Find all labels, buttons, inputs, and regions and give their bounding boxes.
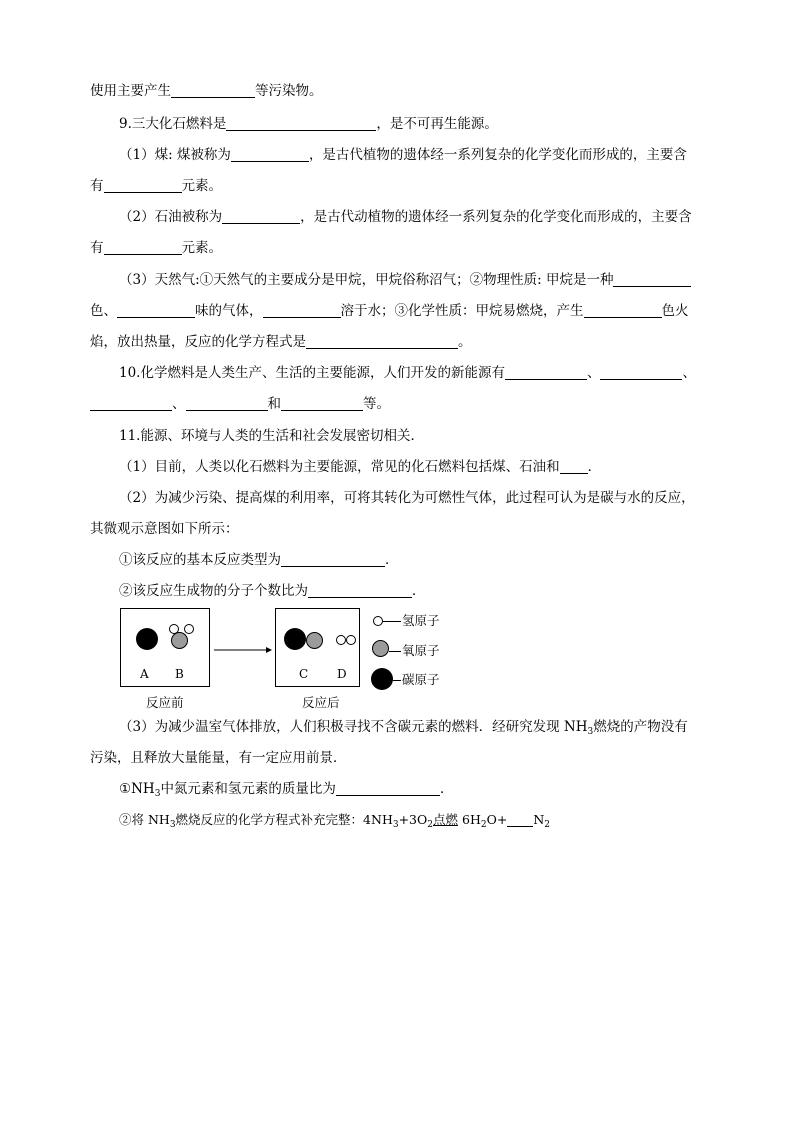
hydrogen-atom — [336, 635, 346, 645]
subscript: 3 — [392, 820, 399, 830]
text-line-9 — [90, 334, 472, 350]
text: ，是古代植物的遗体经一系列复杂的化学变化而形成的，主要含 — [308, 147, 687, 163]
label-a: A — [140, 667, 149, 681]
text-line-15 — [90, 521, 239, 537]
text: 9.三大化石燃料是 — [119, 116, 227, 132]
question-11-part-1 — [119, 459, 601, 475]
answer-blank[interactable] — [308, 583, 412, 598]
text: 使用主要产生 — [90, 83, 171, 99]
text: （1）煤: 煤被称为 — [119, 147, 231, 163]
legend-line — [393, 680, 401, 681]
answer-blank[interactable] — [226, 116, 376, 131]
text: ①该反应的基本反应类型为 — [119, 552, 281, 568]
answer-blank[interactable] — [104, 240, 182, 255]
answer-blank[interactable] — [505, 365, 587, 380]
text: 11.能源、环境与人类的生活和社会发展密切相关． — [119, 428, 424, 444]
legend-hydrogen-label: 氢原子 — [402, 613, 440, 628]
answer-blank[interactable] — [584, 303, 662, 318]
text: ． — [587, 459, 602, 475]
text: ． — [412, 583, 426, 599]
subscript: 2 — [480, 820, 487, 830]
answer-blank[interactable] — [231, 147, 309, 162]
text: ． — [385, 552, 399, 568]
text: 、 — [172, 396, 186, 412]
subscript: 2 — [544, 820, 550, 830]
text: 。 — [458, 334, 472, 350]
text: （3）天然气:①天然气的主要成分是甲烷，甲烷俗称沼气；②物理性质: 甲烷是一种 — [119, 272, 614, 288]
subscript: 3 — [154, 789, 161, 799]
text: N — [533, 812, 545, 827]
caption-before: 反应前 — [146, 695, 184, 710]
carbon-atom — [136, 628, 158, 650]
carbon-atom — [284, 628, 306, 650]
text: 溶于水；③化学性质：甲烷易燃烧，产生 — [340, 303, 584, 319]
text: 元素。 — [181, 240, 222, 256]
question-11-part-2-1 — [119, 552, 399, 568]
question-9-oil — [119, 209, 692, 225]
text: +3O — [398, 812, 428, 827]
text-line-4 — [90, 178, 222, 194]
text: 、 — [682, 365, 696, 381]
text: 味的气体， — [195, 303, 263, 319]
question-11-part-2 — [119, 490, 695, 506]
oxygen-atom — [306, 632, 323, 649]
subscript: 3 — [587, 727, 594, 737]
question-9-coal — [119, 147, 687, 163]
text: ①NH — [119, 781, 155, 797]
text: 焰，放出热量，反应的化学方程式是 — [90, 334, 306, 350]
legend-oxygen-label: 氧原子 — [402, 643, 440, 658]
answer-blank[interactable] — [281, 396, 363, 411]
answer-blank[interactable] — [507, 812, 533, 827]
subscript: 3 — [169, 820, 176, 830]
text: ，是不可再生能源。 — [376, 116, 498, 132]
legend-oxygen-icon — [372, 640, 389, 657]
text: 、 — [586, 365, 601, 381]
label-d: D — [337, 667, 347, 681]
text: 中氮元素和氢元素的质量比为 — [160, 781, 336, 797]
question-11-part-3-1 — [119, 781, 453, 797]
text: 6H — [458, 812, 481, 827]
hydrogen-atom — [346, 635, 356, 645]
answer-blank[interactable] — [281, 552, 385, 567]
text: ． — [439, 781, 454, 797]
legend-hydrogen-icon — [373, 616, 383, 626]
question-11 — [119, 428, 424, 444]
text-line-6 — [90, 240, 222, 256]
text: 污染，且释放大量能量，有一定应用前景． — [90, 750, 347, 766]
text: （2）石油被称为 — [119, 209, 223, 225]
text: ，是古代动植物的遗体经一系列复杂的化学变化而形成的，主要含 — [300, 209, 692, 225]
legend-carbon-icon — [371, 668, 393, 690]
answer-blank[interactable] — [171, 83, 255, 98]
legend-carbon-label: 碳原子 — [402, 672, 440, 687]
text-line-8 — [90, 303, 689, 319]
text: 燃烧反应的化学方程式补充完整：4NH — [175, 812, 393, 827]
text: 和 — [267, 396, 281, 412]
answer-blank[interactable] — [222, 209, 300, 224]
answer-blank[interactable] — [186, 396, 268, 411]
label-c: C — [299, 667, 309, 681]
text: O+ — [486, 812, 508, 827]
text: 色、 — [90, 303, 117, 319]
answer-blank[interactable] — [306, 334, 458, 349]
text: 等。 — [363, 396, 390, 412]
label-b: B — [175, 667, 184, 681]
text: 10.化学燃料是人类生产、生活的主要能源，人们开发的新能源有 — [119, 365, 505, 381]
arrow-icon — [214, 645, 272, 655]
answer-blank[interactable] — [613, 272, 691, 287]
answer-blank[interactable] — [560, 459, 588, 474]
caption-after: 反应后 — [302, 695, 340, 710]
text: 等污染物。 — [255, 83, 323, 99]
text: 其微观示意图如下所示： — [90, 521, 239, 537]
question-11-part-3 — [119, 719, 688, 735]
answer-blank[interactable] — [104, 178, 182, 193]
answer-blank[interactable] — [90, 396, 172, 411]
text: 燃烧的产物没有 — [593, 719, 688, 735]
subscript: 2 — [427, 820, 433, 830]
question-11-part-3-2 — [119, 812, 550, 828]
text: 有 — [90, 240, 104, 256]
text-line-1 — [90, 83, 323, 99]
question-9-gas — [119, 272, 691, 288]
text: （1）目前，人类以化石燃料为主要能源，常见的化石燃料包括煤、石油和 — [119, 459, 560, 475]
answer-blank[interactable] — [600, 365, 682, 380]
hydrogen-atom — [184, 624, 194, 634]
question-11-part-2-2 — [119, 583, 426, 599]
reaction-condition: 点燃 — [433, 812, 459, 827]
text-line-19 — [90, 750, 347, 766]
text: ②将 NH — [119, 812, 170, 827]
text: （3）为减少温室气体排放，人们积极寻找不含碳元素的燃料．经研究发现 NH — [119, 719, 588, 735]
text: （2）为减少污染、提高煤的利用率，可将其转化为可燃性气体，此过程可认为是碳与水的反应， — [119, 490, 695, 506]
text: ②该反应生成物的分子个数比为 — [119, 583, 308, 599]
text: 元素。 — [181, 178, 222, 194]
answer-blank[interactable] — [263, 303, 341, 318]
text: 色火 — [661, 303, 689, 319]
legend-line — [389, 651, 401, 652]
question-10 — [119, 365, 696, 381]
legend-line — [383, 621, 401, 622]
text-line-11 — [90, 396, 390, 412]
answer-blank[interactable] — [336, 781, 440, 796]
answer-blank[interactable] — [117, 303, 195, 318]
text: 有 — [90, 178, 104, 194]
before-box — [120, 608, 210, 687]
oxygen-atom — [171, 632, 188, 649]
question-9 — [119, 116, 498, 132]
